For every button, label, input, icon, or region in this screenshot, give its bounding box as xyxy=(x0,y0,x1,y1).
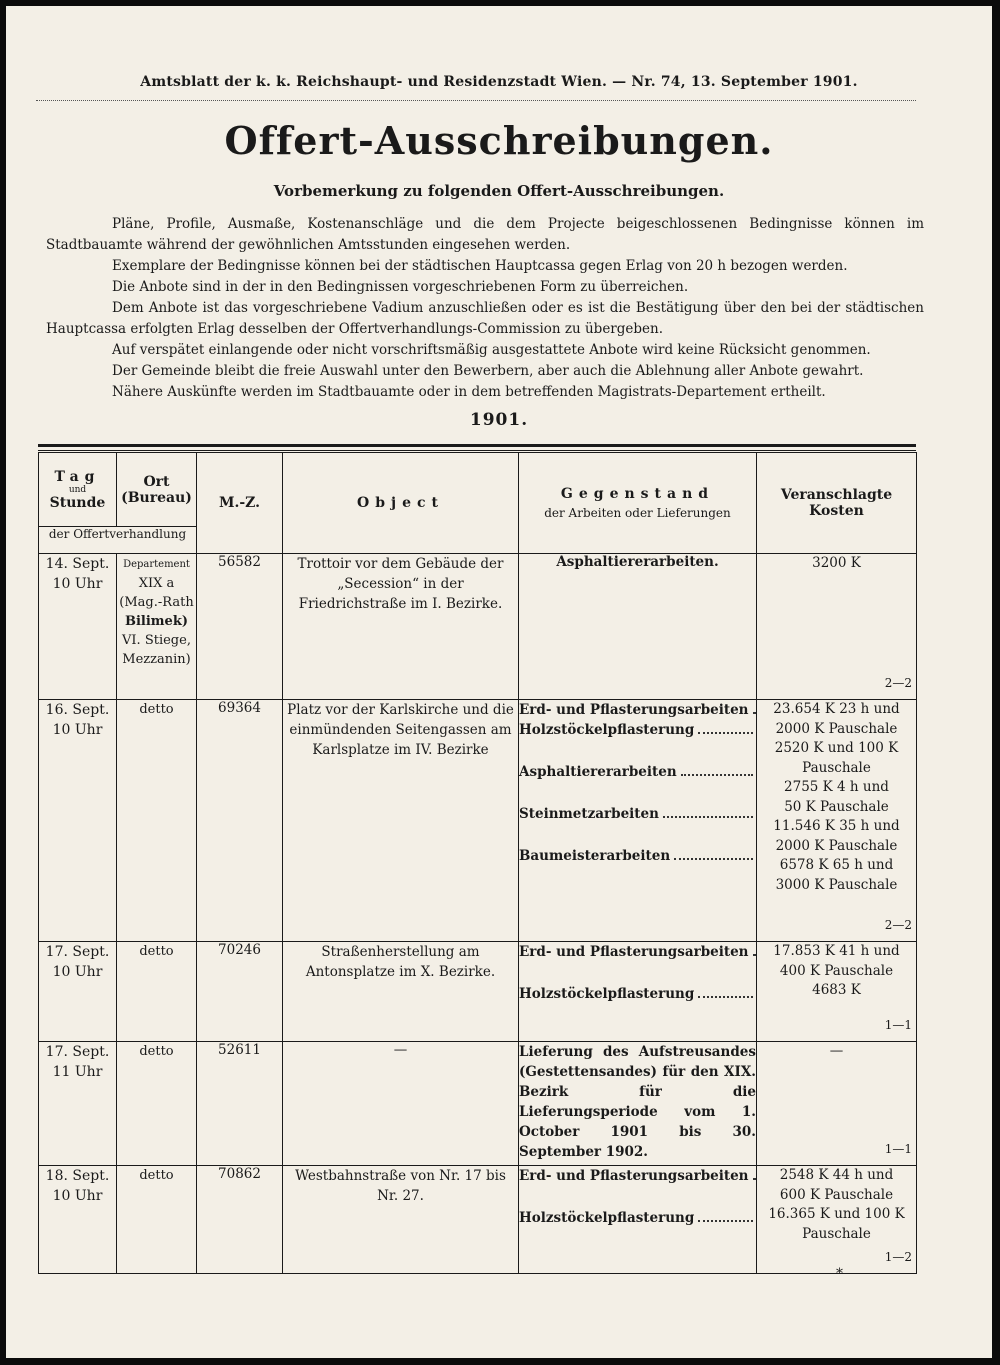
page-title: Offert-Ausschreibungen. xyxy=(224,118,774,163)
place-cell: detto xyxy=(117,1166,197,1274)
cost-cell xyxy=(757,1042,917,1166)
date: 17. Sept. xyxy=(45,1044,110,1060)
header-ort: Ort xyxy=(143,473,170,490)
header-stunde: Stunde xyxy=(49,494,106,511)
mz-cell: 69364 xyxy=(197,700,283,942)
time: 10 Uhr xyxy=(52,964,103,980)
reference-number: 1—2 xyxy=(884,1249,912,1264)
place-line: Departement xyxy=(123,559,190,570)
cost-line: 11.546 K 35 h und xyxy=(773,818,900,834)
place-line: Mezzanin) xyxy=(122,652,191,667)
mz-cell: 70862 xyxy=(197,1166,283,1274)
date-cell xyxy=(39,942,117,1042)
header-offer-negotiation: der Offertverhandlung xyxy=(39,527,197,554)
table-row xyxy=(39,1166,917,1274)
cost-line: 23.654 K 23 h und xyxy=(773,701,900,717)
table-top-rule-thin xyxy=(38,450,916,451)
offers-table xyxy=(38,452,917,1274)
note-paragraph: Nähere Auskünfte werden im Stadtbauamte oder in dem betreffenden Magistrats-Departement ertheilt. xyxy=(112,384,826,400)
reference-number: 2—2 xyxy=(884,917,912,932)
note-paragraph: Der Gemeinde bleibt die freie Auswahl unter den Bewerbern, aber auch die Ablehnung aller Anbote gewahrt. xyxy=(112,363,864,379)
place-cell: detto xyxy=(117,700,197,942)
subject-item: Holzstöckelpflasterung xyxy=(519,720,756,740)
place-line: (Mag.-Rath xyxy=(119,595,194,610)
cost-line: 16.365 K und 100 K xyxy=(768,1206,905,1222)
table-top-rule xyxy=(38,444,916,447)
date-cell xyxy=(39,1042,117,1166)
subject-item: Erd- und Pflasterungsarbeiten xyxy=(519,702,749,718)
reference-number: 1—1 xyxy=(884,1017,912,1032)
place-cell xyxy=(117,554,197,700)
note-paragraph: Auf verspätet einlangende oder nicht vorschriftsmäßig ausgestattete Anbote wird keine Rücksicht genommen. xyxy=(112,342,871,358)
page xyxy=(6,6,992,1358)
cost-line: 600 K Pauschale xyxy=(779,1186,894,1203)
cost-line: 400 K Pauschale xyxy=(779,962,894,979)
year-heading: 1901. xyxy=(469,410,529,430)
object-cell: — xyxy=(283,1042,519,1166)
cost-line: 3000 K Pauschale xyxy=(775,876,898,893)
header-und: und xyxy=(68,484,87,495)
date: 14. Sept. xyxy=(45,556,110,572)
time: 10 Uhr xyxy=(52,576,103,592)
cost-cell xyxy=(757,554,917,700)
place-line: Bilimek) xyxy=(125,614,188,629)
subject-cell xyxy=(519,1166,757,1274)
cost-line: 17.853 K 41 h und xyxy=(773,943,900,959)
header-kosten: Veranschlagte xyxy=(780,487,893,503)
cost-line: Pauschale xyxy=(802,759,871,776)
subject-item: Erd- und Pflasterungsarbeiten xyxy=(519,944,749,960)
header-object: Object xyxy=(283,453,519,554)
header-bureau: (Bureau) xyxy=(121,489,192,506)
header-mz: M.-Z. xyxy=(197,453,283,554)
cost-line: 4683 K xyxy=(812,982,861,998)
table-row xyxy=(39,1042,917,1166)
subject-item: Holzstöckelpflasterung xyxy=(519,1208,756,1228)
header-divider xyxy=(36,100,916,101)
cost-line: 2548 K 44 h und xyxy=(779,1167,894,1183)
object-cell: Westbahnstraße von Nr. 17 bis Nr. 27. xyxy=(283,1166,519,1274)
place-cell: detto xyxy=(117,942,197,1042)
mz-cell: 56582 xyxy=(197,554,283,700)
header-gegenstand-sub: der Arbeiten oder Lieferungen xyxy=(544,506,731,520)
subject-item: Holzstöckelpflasterung xyxy=(519,984,756,1004)
object-cell: Platz vor der Karlskirche und die einmündenden Seitengassen am Karlsplatze im IV. Bezirke xyxy=(283,700,519,942)
header-kosten-sub: Kosten xyxy=(809,503,864,519)
time: 10 Uhr xyxy=(52,722,103,738)
subject-cell xyxy=(519,700,757,942)
header-place xyxy=(117,453,197,527)
subject-item: Baumeisterarbeiten xyxy=(519,846,756,866)
cost-cell xyxy=(757,700,917,942)
cost-cell xyxy=(757,1166,917,1274)
subject-item: Steinmetzarbeiten xyxy=(519,804,756,824)
preliminary-remark-heading: Vorbemerkung zu folgenden Offert-Ausschreibungen. xyxy=(273,182,725,200)
note-paragraph: Die Anbote sind in der in den Bedingnissen vorgeschriebenen Form zu überreichen. xyxy=(112,279,689,295)
footnote-mark: * xyxy=(836,1266,843,1282)
header-subject xyxy=(519,453,757,554)
gazette-header: Amtsblatt der k. k. Reichshaupt- und Residenzstadt Wien. — Nr. 74, 13. September 1901. xyxy=(140,74,858,90)
time: 11 Uhr xyxy=(52,1064,103,1080)
note-paragraph: Pläne, Profile, Ausmaße, Kostenanschläge und die dem Projecte beigeschlossenen Bedingnisse können im Stadtbauamte während der gewöhnlichen Amtsstunden eingesehen werden. xyxy=(46,216,924,253)
object-cell: Trottoir vor dem Gebäude der „Secession“ in der Friedrichstraße im I. Bezirke. xyxy=(283,554,519,700)
cost-line: 6578 K 65 h und xyxy=(779,857,894,873)
table-row xyxy=(39,700,917,942)
cost-line: — xyxy=(829,1043,844,1059)
header-day-hour xyxy=(39,453,117,527)
subject-item: Erd- und Pflasterungsarbeiten xyxy=(519,1168,749,1184)
time: 10 Uhr xyxy=(52,1188,103,1204)
cost-line: 2000 K Pauschale xyxy=(775,837,898,854)
place-cell: detto xyxy=(117,1042,197,1166)
note-paragraph: Exemplare der Bedingnisse können bei der städtischen Hauptcassa gegen Erlag von 20 h bezogen werden. xyxy=(112,258,848,274)
date-cell xyxy=(39,700,117,942)
mz-cell: 70246 xyxy=(197,942,283,1042)
date-cell xyxy=(39,1166,117,1274)
reference-number: 1—1 xyxy=(884,1141,912,1156)
table-row xyxy=(39,942,917,1042)
table-row xyxy=(39,554,917,700)
place-line: XIX a xyxy=(138,576,175,591)
reference-number: 2—2 xyxy=(884,675,912,690)
subject-cell: Lieferung des Aufstreusandes (Gestettensandes) für den XIX. Bezirk für die Lieferungsperiode vom 1. October 1901 bis 30. September 1902. xyxy=(519,1042,757,1166)
date-cell xyxy=(39,554,117,700)
mz-cell: 52611 xyxy=(197,1042,283,1166)
date: 18. Sept. xyxy=(45,1168,110,1184)
cost-cell xyxy=(757,942,917,1042)
date: 16. Sept. xyxy=(45,702,110,718)
preliminary-notes xyxy=(46,214,924,403)
cost-line: 2520 K und 100 K xyxy=(774,740,899,756)
cost-line: 2000 K Pauschale xyxy=(775,720,898,737)
place-line: VI. Stiege, xyxy=(122,633,191,648)
subject-cell xyxy=(519,554,757,700)
header-costs xyxy=(757,453,917,554)
subject-cell xyxy=(519,942,757,1042)
subject-item: Asphaltiererarbeiten. xyxy=(556,554,719,570)
note-paragraph: Dem Anbote ist das vorgeschriebene Vadium anzuschließen oder es ist die Bestätigung über den bei der städtischen Hauptcassa erfolgten Erlag desselben der Offertverhandlungs-Commission zu übergeben. xyxy=(46,300,924,337)
cost-line: 2755 K 4 h und xyxy=(784,779,889,795)
header-gegenstand: Gegenstand xyxy=(560,486,715,502)
header-tag: Tag xyxy=(54,468,101,485)
subject-item: Asphaltiererarbeiten xyxy=(519,762,756,782)
date: 17. Sept. xyxy=(45,944,110,960)
object-cell: Straßenherstellung am Antonsplatze im X. Bezirke. xyxy=(283,942,519,1042)
cost-line: Pauschale xyxy=(802,1225,871,1242)
cost-line: 50 K Pauschale xyxy=(784,798,889,815)
cost-line: 3200 K xyxy=(812,555,861,571)
